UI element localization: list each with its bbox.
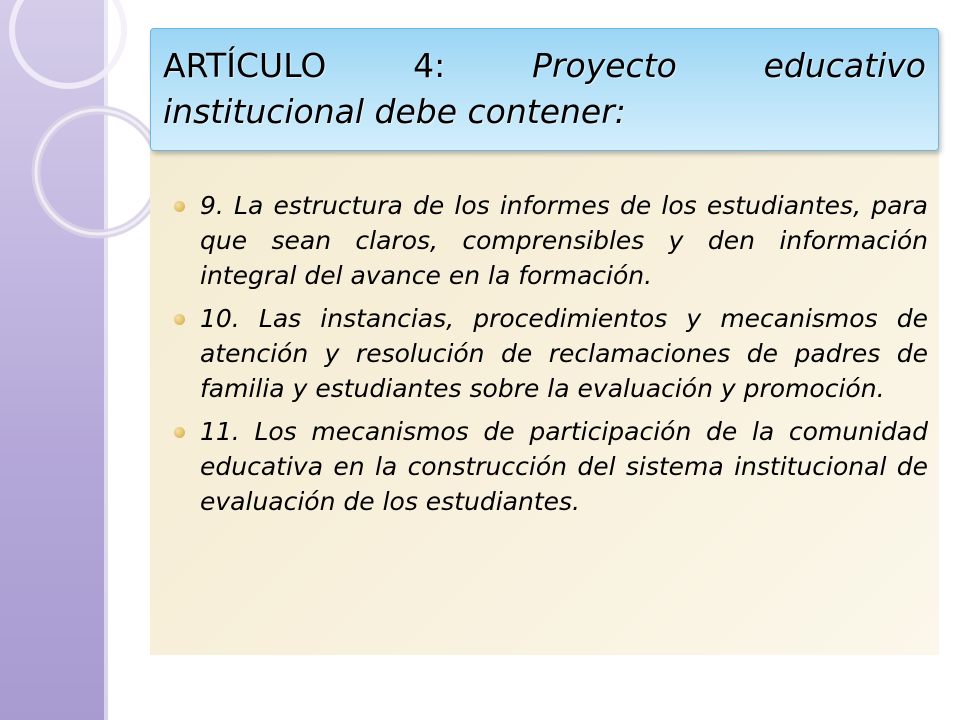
bullet-dot-icon [174, 427, 185, 438]
bullet-item-10 [168, 301, 928, 406]
bullet-dot-icon [174, 314, 185, 325]
bullet-text: 11. Los mecanismos de participación de la comunidad educativa en la construcción del sistema institucional de evaluación de los estudiantes. [200, 417, 928, 516]
title-word-proyecto: Proyecto [532, 46, 677, 85]
bullet-text: 9. La estructura de los informes de los estudiantes, para que sean claros, comprensibles y den información integral del avance en la formación. [200, 191, 928, 290]
bullet-text: 10. Las instancias, procedimientos y mecanismos de atención y resolución de reclamaciones de padres de familia y estudiantes sobre la evaluación y promoción. [200, 304, 928, 403]
bullet-dot-icon [174, 201, 185, 212]
title-word-educativo: educativo [763, 46, 926, 85]
title-line-1 [163, 43, 926, 89]
bullet-item-9 [168, 188, 928, 293]
bullet-list [168, 188, 928, 527]
title-line-2: institucional debe contener: [163, 92, 626, 131]
title-box [150, 28, 939, 151]
title-word-number: 4: [413, 46, 446, 85]
title-word-articulo: ARTÍCULO [163, 46, 327, 85]
bullet-item-11 [168, 414, 928, 519]
